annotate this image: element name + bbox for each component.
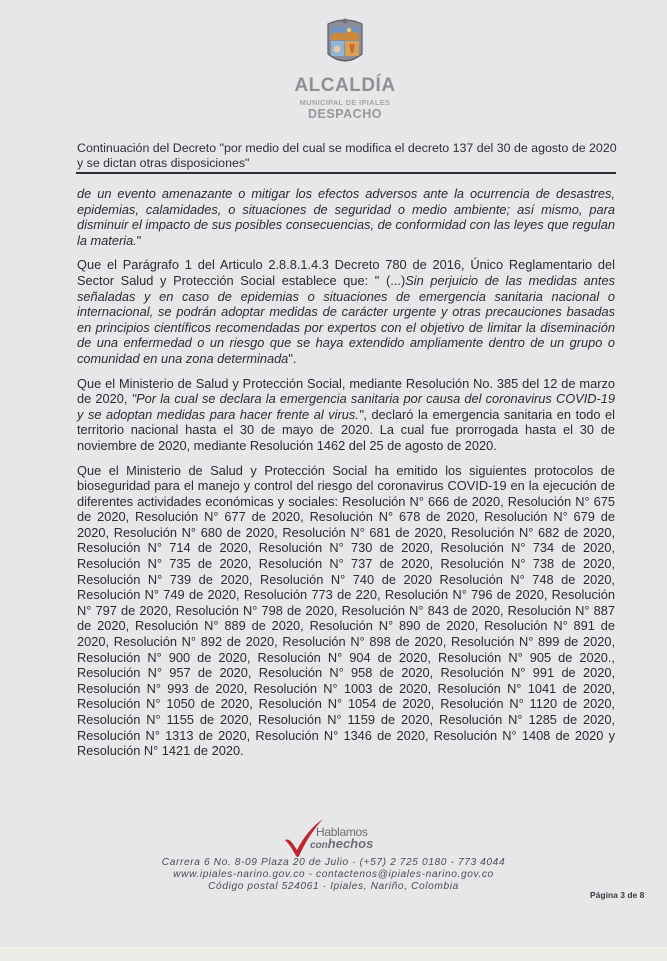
logo-title: ALCALDÍA <box>294 75 396 96</box>
paragraph-3-italic: "Por la cual se declara la emergencia sanitaria por causa del coronavirus COVID-19 y se adoptan medidas para hacer frente al virus." <box>77 391 615 422</box>
header-divider <box>76 172 616 174</box>
paragraph-2-italic: Sin perjuicio de las medidas antes señaladas y en caso de epidemias o situaciones de emergencia sanitaria nacional o internacional, se podrán adoptar medidas de carácter urgente y otras precauciones basadas en principios científicos recomendadas por expertos con el objetivo de limitar la diseminación de una enfermedad o un riesgo que se haya extendido ampliamente dentro de un grupo o comunidad en una zona determinada <box>77 272 615 366</box>
document-body <box>77 186 615 768</box>
slogan-con: con <box>310 840 328 851</box>
slogan-hechos: hechos <box>327 836 374 851</box>
logo-subtitle: MUNICIPAL DE IPIALES <box>299 98 391 107</box>
paragraph-2 <box>77 257 615 366</box>
footer-contact <box>110 857 557 893</box>
paragraph-3-lead: Que el Ministerio de Salud y Protección Social, mediante Resolución No. 385 del 12 de marzo de 2020, <box>77 375 615 407</box>
slogan-line-2 <box>310 836 373 851</box>
slogan-logo <box>283 818 403 858</box>
slogan-line-1: Hablamos <box>316 825 368 839</box>
paragraph-3-end: , declaró la emergencia sanitaria en todo el territorio nacional hasta el 30 de mayo de 2020. La cual fue prorrogada hasta el 30 de noviembre de 2020, mediante Resolución 1462 del 25 de agosto de 2020. <box>77 406 615 453</box>
footer-web: www.ipiales-narino.gov.co - contactenos@ipiales-narino.gov.co <box>173 869 494 880</box>
paragraph-1 <box>77 186 615 248</box>
paragraph-2-end: ". <box>288 350 297 366</box>
continuation-header: Continuación del Decreto "por medio del cual se modifica el decreto 137 del 30 de agosto de 2020 y se dictan otras disposiciones" <box>77 141 617 170</box>
paragraph-2-lead: Que el Parágrafo 1 del Articulo 2.8.8.1.4.3 Decreto 780 de 2016, Único Reglamentario del Sector Salud y Protección Social establece que: " (...) <box>77 257 615 288</box>
page-number: Página 3 de 8 <box>590 890 645 900</box>
footer-postal: Código postal 524061 · Ipiales, Nariño, Colombia <box>208 881 459 892</box>
municipal-crest-icon <box>325 18 365 68</box>
paragraph-4: Que el Ministerio de Salud y Protección Social ha emitido los siguientes protocolos de bioseguridad para el manejo y control del riesgo del coronavirus COVID-19 en la ejecución de diferentes actividades económicas y sociales: Resolución N° 666 de 2020, Resolución N° 675 de 2020, Resolución N° 677 de 2020, Resolución N° 678 de 2020, Resolución N° 679 de 2020, Resolución N° 680 de 2020, Resolución N° 681 de 2020, Resolución N° 682 de 2020, Resolución N° 714 de 2020, Resolución N° 730 de 2020, Resolución N° 734 de 2020, Resolución N° 735 de 2020, Resolución N° 737 de 2020, Resolución N° 738 de 2020, Resolución N° 739 de 2020, Resolución N° 740 de 2020 Resolución N° 748 de 2020, Resolución N° 749 de 2020, Resolución 773 de 220, Resolución N° 796 de 2020, Resolución N° 797 de 2020, Resolución N° 798 de 2020, Resolución N° 843 de 2020, Resolución N° 887 de 2020, Resolución N° 889 de 2020, Resolución N° 890 de 2020, Resolución N° 891 de 2020, Resolución N° 892 de 2020, Resolución N° 898 de 2020, Resolución N° 899 de 2020, Resolución N° 900 de 2020, Resolución N° 904 de 2020, Resolución N° 905 de 2020., Resolución N° 957 de 2020, Resolución N° 958 de 2020, Resolución N° 991 de 2020, Resolución N° 993 de 2020, Resolución N° 1003 de 2020, Resolución N° 1041 de 2020, Resolución N° 1050 de 2020, Resolución N° 1054 de 2020, Resolución N° 1120 de 2020, Resolución N° 1155 de 2020, Resolución N° 1159 de 2020, Resolución N° 1285 de 2020, Resolución N° 1313 de 2020, Resolución N° 1346 de 2020, Resolución N° 1408 de 2020 y Resolución N° 1421 de 2020. <box>77 462 615 759</box>
paragraph-3 <box>77 376 615 454</box>
scan-edge <box>0 947 667 961</box>
paragraph-1-italic: de un evento amenazante o mitigar los efectos adversos ante la ocurrencia de desastres, epidemias, calamidades, o situaciones de seguridad o medio ambiente; así mismo, para disminuir el impacto de sus posibles consecuencias, de conformidad con las leyes que regulan la materia. <box>77 186 615 248</box>
logo-department: DESPACHO <box>308 107 382 121</box>
paragraph-1-end: " <box>136 232 142 248</box>
footer-address: Carrera 6 No. 8-09 Plaza 20 de Julio · (+57) 2 725 0180 - 773 4044 <box>161 857 506 868</box>
municipal-logo <box>283 18 407 121</box>
